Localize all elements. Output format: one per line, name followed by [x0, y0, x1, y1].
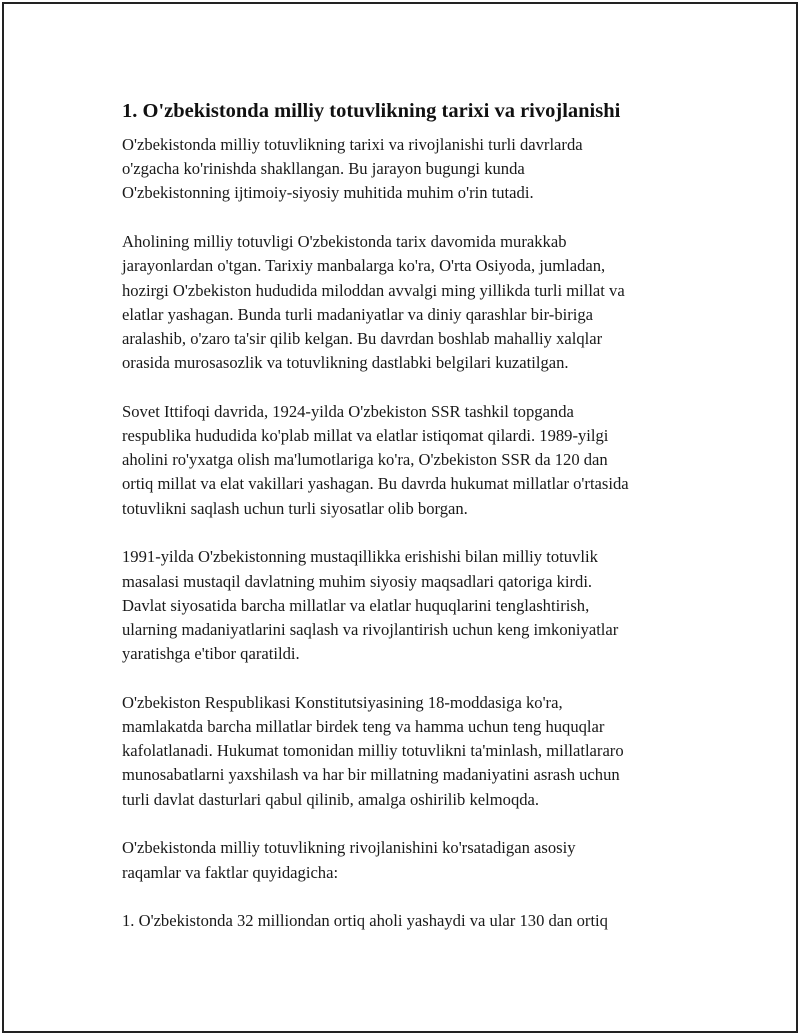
paragraph — [122, 133, 702, 206]
document-title: 1. O'zbekistonda milliy totuvlikning tarixi va rivojlanishi — [122, 100, 621, 122]
text-line: o'zgacha ko'rinishda shakllangan. Bu jarayon bugungi kunda — [122, 159, 525, 179]
document-body — [122, 97, 702, 933]
text-line: 1. O'zbekistonda 32 milliondan ortiq aholi yashaydi va ular 130 dan ortiq — [122, 911, 608, 931]
paragraph-container — [122, 133, 702, 933]
text-line: totuvlikni saqlash uchun turli siyosatlar olib borgan. — [122, 498, 468, 518]
text-line: masalasi mustaqil davlatning muhim siyosiy maqsadlari qatoriga kirdi. — [122, 571, 593, 591]
paragraph — [122, 230, 702, 375]
text-line: respublika hududida ko'plab millat va elatlar istiqomat qilardi. 1989-yilgi — [122, 426, 609, 446]
text-line: turli davlat dasturlari qabul qilinib, amalga oshirilib kelmoqda. — [122, 789, 540, 809]
page-frame — [2, 2, 798, 1033]
text-line: raqamlar va faktlar quyidagicha: — [122, 862, 339, 882]
paragraph — [122, 400, 702, 521]
paragraph — [122, 909, 702, 933]
text-line: ortiq millat va elat vakillari yashagan. Bu davrda hukumat millatlar o'rtasida — [122, 474, 629, 494]
text-line: Aholining milliy totuvligi O'zbekistonda tarix davomida murakkab — [122, 232, 567, 252]
text-line: mamlakatda barcha millatlar birdek teng va hamma uchun teng huquqlar — [122, 717, 605, 737]
text-line: hozirgi O'zbekiston hududida miloddan avvalgi ming yillikda turli millat va — [122, 280, 625, 300]
paragraph — [122, 545, 702, 666]
text-line: O'zbekistonda milliy totuvlikning rivojlanishini ko'rsatadigan asosiy — [122, 838, 576, 858]
text-line: O'zbekiston Respublikasi Konstitutsiyasining 18-moddasiga ko'ra, — [122, 692, 563, 712]
text-line: Sovet Ittifoqi davrida, 1924-yilda O'zbekiston SSR tashkil topganda — [122, 401, 574, 421]
text-line: Davlat siyosatida barcha millatlar va elatlar huquqlarini tenglashtirish, — [122, 595, 590, 615]
text-line: 1991-yilda O'zbekistonning mustaqillikka erishishi bilan milliy totuvlik — [122, 547, 598, 567]
text-line: orasida murosasozlik va totuvlikning dastlabki belgilari kuzatilgan. — [122, 353, 569, 373]
paragraph — [122, 836, 702, 884]
paragraph — [122, 691, 702, 812]
text-line: elatlar yashagan. Bunda turli madaniyatlar va diniy qarashlar bir-biriga — [122, 304, 594, 324]
text-line: yaratishga e'tibor qaratildi. — [122, 644, 300, 664]
text-line: kafolatlanadi. Hukumat tomonidan milliy totuvlikni ta'minlash, millatlararo — [122, 741, 624, 761]
text-line: jarayonlardan o'tgan. Tarixiy manbalarga ko'ra, O'rta Osiyoda, jumladan, — [122, 256, 606, 276]
text-line: O'zbekistonning ijtimoiy-siyosiy muhitida muhim o'rin tutadi. — [122, 183, 534, 203]
text-line: aralashib, o'zaro ta'sir qilib kelgan. Bu davrdan boshlab mahalliy xalqlar — [122, 328, 603, 348]
text-line: ularning madaniyatlarini saqlash va rivojlantirish uchun keng imkoniyatlar — [122, 619, 619, 639]
text-line: aholini ro'yxatga olish ma'lumotlariga ko'ra, O'zbekiston SSR da 120 dan — [122, 450, 608, 470]
text-line: O'zbekistonda milliy totuvlikning tarixi va rivojlanishi turli davrlarda — [122, 135, 583, 154]
text-line: munosabatlarni yaxshilash va har bir millatning madaniyatini asrash uchun — [122, 765, 620, 785]
